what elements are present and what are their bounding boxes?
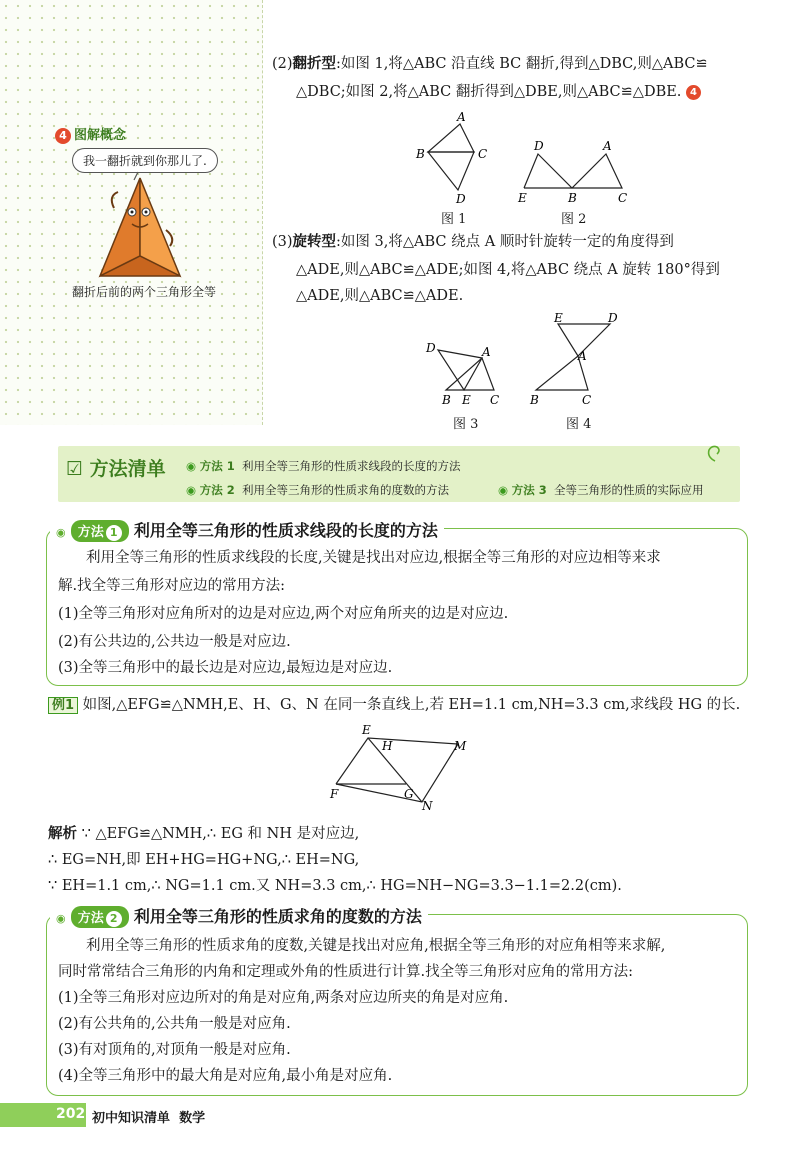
- method-list-title: [66, 454, 166, 481]
- method-1-line-4: (2)有公共边的,公共边一般是对应边.: [58, 634, 291, 650]
- method-2-line-6: (4)全等三角形中的最大角是对应角,最小角是对应角.: [58, 1068, 393, 1084]
- rotate-type-text: :如图 3,将△ABC 绕点 A 顺时针旋转一定的角度得到: [336, 234, 674, 250]
- analysis-line-1: [48, 822, 359, 846]
- paragraph-rotate-type-line1: [272, 230, 674, 254]
- method-item-text: 全等三角形的性质的实际应用: [554, 483, 704, 497]
- checkbox-icon: ☑: [66, 458, 84, 480]
- fig2-label-e: E: [518, 191, 527, 205]
- fold-type-text: :如图 1,将△ABC 沿直线 BC 翻折,得到△DBC,则△ABC≌: [336, 56, 708, 72]
- bullet-icon: ◉: [498, 483, 509, 497]
- figures-3-4: [420, 310, 640, 410]
- method-item-text: 利用全等三角形的性质求角的度数的方法: [242, 483, 450, 497]
- method-1-line-3: (1)全等三角形对应角所对的边是对应边,两个对应角所夹的边是对应边.: [58, 606, 509, 622]
- fig4-label-a: A: [578, 349, 587, 363]
- method-list-item-2: [186, 482, 449, 498]
- folding-pyramid-cartoon: [88, 168, 198, 283]
- method-2-line-5: (3)有对顶角的,对顶角一般是对应角.: [58, 1042, 291, 1058]
- swirl-decoration-icon: [704, 442, 726, 464]
- method-2-line-3: (1)全等三角形对应边所对的角是对应角,两条对应边所夹的角是对应角.: [58, 990, 509, 1006]
- fig1-label-a: A: [457, 110, 466, 124]
- speech-bubble: 我一翻折就到你那儿了.: [72, 148, 218, 173]
- method-1-line-5: (3)全等三角形中的最长边是对应边,最短边是对应边.: [58, 660, 393, 676]
- page-number: 202: [56, 1106, 86, 1122]
- method-2-tag: [71, 906, 129, 928]
- item-number: (2): [272, 56, 293, 72]
- rotate-type-term: 旋转型: [292, 234, 337, 250]
- method-item-text: 利用全等三角形的性质求线段的长度的方法: [242, 459, 461, 473]
- figure-3-caption: 图 3: [453, 417, 479, 432]
- subject-name: 数学: [179, 1111, 206, 1126]
- method-1-line-2: 解.找全等三角形对应边的常用方法:: [58, 578, 285, 594]
- eg-label-g: G: [404, 787, 414, 801]
- tag-text: 方法: [77, 911, 104, 926]
- fig3-label-a: A: [482, 345, 491, 359]
- fig2-label-a: A: [603, 139, 612, 153]
- fold-type-text-2: △DBC;如图 2,将△ABC 翻折得到△DBE,则△ABC≌△DBE.: [296, 84, 682, 100]
- item-number: (3): [272, 234, 293, 250]
- method-2-line-4: (2)有公共角的,公共角一般是对应角.: [58, 1016, 291, 1032]
- figure-1-triangles: [415, 110, 487, 206]
- fig3-label-e: E: [462, 393, 471, 407]
- method-1-tag: [71, 520, 129, 542]
- fig2-label-b: B: [568, 191, 577, 205]
- bullet-icon: ◉: [56, 526, 66, 539]
- analysis-line-3: ∵ EH=1.1 cm,∴ NG=1.1 cm.又 NH=3.3 cm,∴ HG=NH−NG=3.3−1.1=2.2(cm).: [48, 878, 622, 894]
- sidebar-title: [55, 124, 126, 144]
- book-title: 初中知识清单: [92, 1111, 171, 1126]
- fig2-label-c: C: [618, 191, 628, 205]
- fig3-label-b: B: [442, 393, 451, 407]
- figure-2-caption: 图 2: [561, 212, 587, 227]
- eg-label-e: E: [362, 723, 371, 737]
- example-1-question-line: [48, 693, 740, 718]
- figure-1-caption: 图 1: [441, 212, 467, 227]
- fig4-label-e: E: [554, 311, 563, 325]
- method-list-item-3: [498, 482, 704, 498]
- paragraph-fold-type-line2: [296, 80, 701, 104]
- paragraph-fold-type-line1: [272, 52, 708, 76]
- sidebar-number-badge: 4: [55, 128, 71, 144]
- tag-text: 方法: [77, 525, 104, 540]
- bullet-icon: ◉: [56, 912, 66, 925]
- paragraph-rotate-type-line2: △ADE,则△ABC≌△ADE;如图 4,将△ABC 绕点 A 旋转 180°得到: [296, 262, 720, 278]
- method-list-title-text: 方法清单: [89, 458, 166, 480]
- tag-number: 2: [106, 911, 122, 927]
- paragraph-rotate-type-line3: △ADE,则△ABC≌△ADE.: [296, 288, 464, 304]
- method-item-label: 方法 2: [199, 483, 235, 497]
- method-2-line-2: 同时常常结合三角形的内角和定理或外角的性质进行计算.找全等三角形对应角的常用方法:: [58, 964, 633, 980]
- eg-label-f: F: [330, 787, 339, 801]
- sidebar-caption: 翻折后前的两个三角形全等: [72, 285, 217, 299]
- eg-label-n: N: [422, 799, 433, 812]
- example-1-figure: [324, 722, 474, 812]
- analysis-text: ∵ △EFG≌△NMH,∴ EG 和 NH 是对应边,: [81, 826, 360, 842]
- fig2-label-d: D: [534, 139, 544, 153]
- method-item-label: 方法 1: [199, 459, 235, 473]
- method-1-header: [50, 518, 444, 542]
- fig4-label-b: B: [530, 393, 539, 407]
- fig3-label-c: C: [490, 393, 500, 407]
- fig1-label-b: B: [416, 147, 425, 161]
- eg-label-m: M: [454, 739, 467, 753]
- example-1-tag: 例1: [48, 697, 78, 714]
- figure-4-caption: 图 4: [566, 417, 592, 432]
- bullet-icon: ◉: [186, 459, 197, 473]
- sidebar-title-text: 图解概念: [74, 128, 127, 143]
- fig4-label-c: C: [582, 393, 592, 407]
- fold-type-term: 翻折型: [292, 56, 337, 72]
- method-item-label: 方法 3: [511, 483, 547, 497]
- bullet-icon: ◉: [186, 483, 197, 497]
- analysis-label: 解析: [48, 826, 77, 842]
- footer-book-title: [92, 1107, 205, 1126]
- figure-2-triangles: [517, 139, 627, 205]
- method-2-header: [50, 904, 428, 928]
- figure-4-triangles: [529, 311, 618, 407]
- fig4-label-d: D: [608, 311, 618, 325]
- method-list-item-1: [186, 458, 461, 474]
- analysis-line-2: ∴ EG=NH,即 EH+HG=HG+NG,∴ EH=NG,: [48, 852, 360, 868]
- method-2-heading: 利用全等三角形的性质求角的度数的方法: [133, 907, 422, 926]
- fig1-label-c: C: [478, 147, 488, 161]
- method-1-line-1: 利用全等三角形的性质求线段的长度,关键是找出对应边,根据全等三角形的对应边相等来求: [86, 550, 661, 566]
- method-2-line-1: 利用全等三角形的性质求角的度数,关键是找出对应角,根据全等三角形的对应角相等来求解,: [86, 938, 666, 954]
- fig1-label-d: D: [456, 192, 466, 206]
- fig3-label-d: D: [426, 341, 436, 355]
- figures-1-2: [400, 104, 660, 234]
- example-1-question: 如图,△EFG≌△NMH,E、H、G、N 在同一条直线上,若 EH=1.1 cm,NH=3.3 cm,求线段 HG 的长.: [82, 697, 741, 713]
- method-1-heading: 利用全等三角形的性质求线段的长度的方法: [133, 521, 438, 540]
- eg-label-h: H: [382, 739, 393, 753]
- note-marker-badge: 4: [686, 85, 701, 100]
- figure-3-triangles: [425, 341, 499, 407]
- tag-number: 1: [106, 525, 122, 541]
